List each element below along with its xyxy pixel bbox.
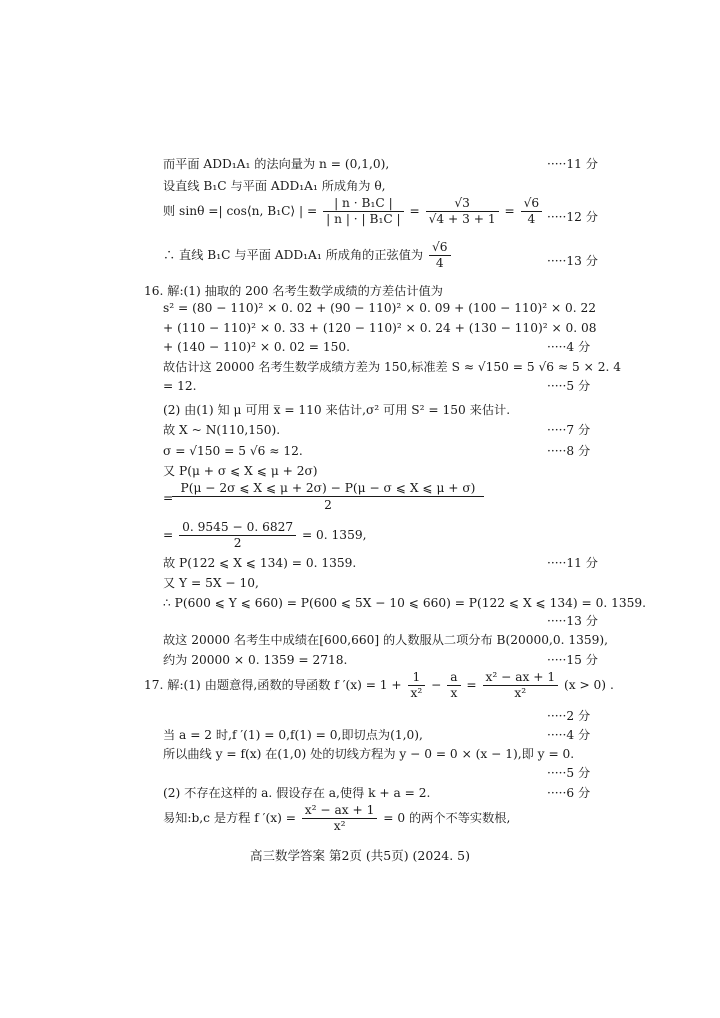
fraction	[179, 520, 296, 551]
fraction-numerator: | n · B₁C |	[323, 196, 404, 212]
text-line: s² = (80 − 110)² × 0. 02 + (90 − 110)² × 0. 09 + (100 − 110)² × 0. 22	[163, 301, 597, 315]
fraction	[172, 480, 484, 513]
fraction	[408, 670, 426, 701]
formula-suffix: (x > 0) .	[563, 678, 614, 692]
text-line: 故估计这 20000 名考生数学成绩方差为 150,标准差 S ≈ √150 = 5 √6 ≈ 5 × 2. 4	[163, 360, 621, 374]
score-mark: ·····5 分	[547, 766, 591, 780]
fraction-numerator: x² − ax + 1	[483, 670, 559, 686]
fraction-numerator: √6	[521, 196, 543, 212]
fraction	[302, 803, 378, 834]
text-line: 又 Y = 5X − 10,	[163, 576, 259, 590]
fraction-numerator: a	[447, 670, 460, 686]
equals-sign: =	[163, 491, 174, 505]
score-mark: ·····6 分	[547, 786, 591, 800]
text-line: 故 X ~ N(110,150).	[163, 423, 281, 437]
text-line: 故 P(122 ⩽ X ⩽ 134) = 0. 1359.	[163, 556, 357, 570]
formula-suffix: = 0 的两个不等实数根,	[383, 811, 511, 825]
score-mark: ·····4 分	[547, 728, 591, 742]
fraction-numerator: √6	[429, 240, 451, 256]
formula-suffix: = 0. 1359,	[301, 528, 367, 542]
formula-prefix: 17. 解:(1) 由题意得,函数的导函数 f ′(x) = 1 +	[144, 678, 402, 692]
score-mark: ·····4 分	[547, 340, 591, 354]
fraction	[429, 240, 451, 271]
equals-sign: =	[409, 204, 420, 218]
fraction-denominator: x²	[333, 819, 346, 833]
score-mark: ·····5 分	[547, 379, 591, 393]
fraction	[483, 670, 559, 701]
score-mark: ·····11 分	[547, 556, 598, 570]
text-line: 故这 20000 名考生中成绩在[600,660] 的人数服从二项分布 B(20000,0. 1359),	[163, 633, 609, 647]
formula-line	[163, 196, 544, 227]
equals-sign: =	[504, 204, 515, 218]
fraction-denominator: 2	[324, 498, 332, 512]
text-line: 约为 20000 × 0. 1359 = 2718.	[163, 653, 348, 667]
fraction-denominator: x	[450, 686, 458, 700]
fraction	[447, 670, 460, 701]
question-17-heading	[144, 670, 614, 701]
formula-line	[163, 803, 510, 834]
fraction	[521, 196, 543, 227]
score-mark: ·····13 分	[547, 254, 598, 268]
formula-line	[163, 240, 453, 271]
page-footer: 高三数学答案 第2页 (共5页) (2024. 5)	[249, 848, 471, 863]
score-mark: ·····12 分	[547, 210, 598, 224]
fraction-denominator: 4	[527, 212, 536, 226]
fraction	[323, 196, 404, 227]
text-line: ∴ P(600 ⩽ Y ⩽ 660) = P(600 ⩽ 5X − 10 ⩽ 660) = P(122 ⩽ X ⩽ 134) = 0. 1359.	[163, 596, 646, 610]
question-16-heading: 16. 解:(1) 抽取的 200 名考生数学成绩的方差估计值为	[144, 284, 443, 298]
fraction-numerator: P(μ − 2σ ⩽ X ⩽ μ + 2σ) − P(μ − σ ⩽ X ⩽ μ + σ)	[172, 480, 484, 497]
fraction-numerator: 1	[408, 670, 426, 686]
fraction-numerator: 0. 9545 − 0. 6827	[179, 520, 296, 536]
fraction-denominator: √4 + 3 + 1	[428, 212, 496, 226]
text-line: (2) 不存在这样的 a. 假设存在 a,使得 k + a = 2.	[163, 786, 431, 800]
fraction-denominator: x²	[514, 686, 527, 700]
text-line: 所以曲线 y = f(x) 在(1,0) 处的切线方程为 y − 0 = 0 × (x − 1),即 y = 0.	[163, 747, 575, 761]
score-mark: ·····8 分	[547, 444, 591, 458]
text-line: = 12.	[163, 379, 197, 393]
score-mark: ·····15 分	[547, 653, 598, 667]
text-line: 当 a = 2 时,f ′(1) = 0,f(1) = 0,即切点为(1,0),	[163, 728, 423, 742]
fraction-denominator: x²	[410, 686, 423, 700]
fraction-denominator: 4	[435, 256, 444, 270]
formula-prefix: 易知:b,c 是方程 f ′(x) =	[163, 811, 296, 825]
text-line: (2) 由(1) 知 μ 可用 x̅ = 110 来估计,σ² 可用 S² = 150 来估计.	[163, 403, 511, 417]
score-mark: ·····7 分	[547, 423, 591, 437]
text-line: 而平面 ADD₁A₁ 的法向量为 n = (0,1,0),	[163, 157, 390, 171]
formula-prefix: ∴ 直线 B₁C 与平面 ADD₁A₁ 所成角的正弦值为	[163, 248, 424, 262]
score-mark: ·····2 分	[547, 709, 591, 723]
text-line: 又 P(μ + σ ⩽ X ⩽ μ + 2σ)	[163, 464, 318, 478]
fraction-denominator: | n | · | B₁C |	[326, 212, 401, 226]
text-line: σ = √150 = 5 √6 ≈ 12.	[163, 444, 303, 458]
fraction-denominator: 2	[233, 536, 242, 550]
fraction	[426, 196, 499, 227]
fraction-numerator: √3	[426, 196, 499, 212]
text-line: + (110 − 110)² × 0. 33 + (120 − 110)² × 0. 24 + (130 − 110)² × 0. 08	[163, 321, 597, 335]
score-mark: ·····13 分	[547, 614, 598, 628]
fraction-numerator: x² − ax + 1	[302, 803, 378, 819]
minus-sign: −	[431, 678, 442, 692]
equals-sign: =	[466, 678, 477, 692]
text-line: 设直线 B₁C 与平面 ADD₁A₁ 所成角为 θ,	[163, 179, 386, 193]
text-line: + (140 − 110)² × 0. 02 = 150.	[163, 340, 351, 354]
formula-line: = $\frac{0. 9545 - 0. 6827}{2}$ = 0. 1359,	[163, 520, 367, 550]
formula-prefix: 则 sinθ =| cos⟨n, B₁C⟩ | =	[163, 204, 318, 218]
score-mark: ·····11 分	[547, 157, 598, 171]
